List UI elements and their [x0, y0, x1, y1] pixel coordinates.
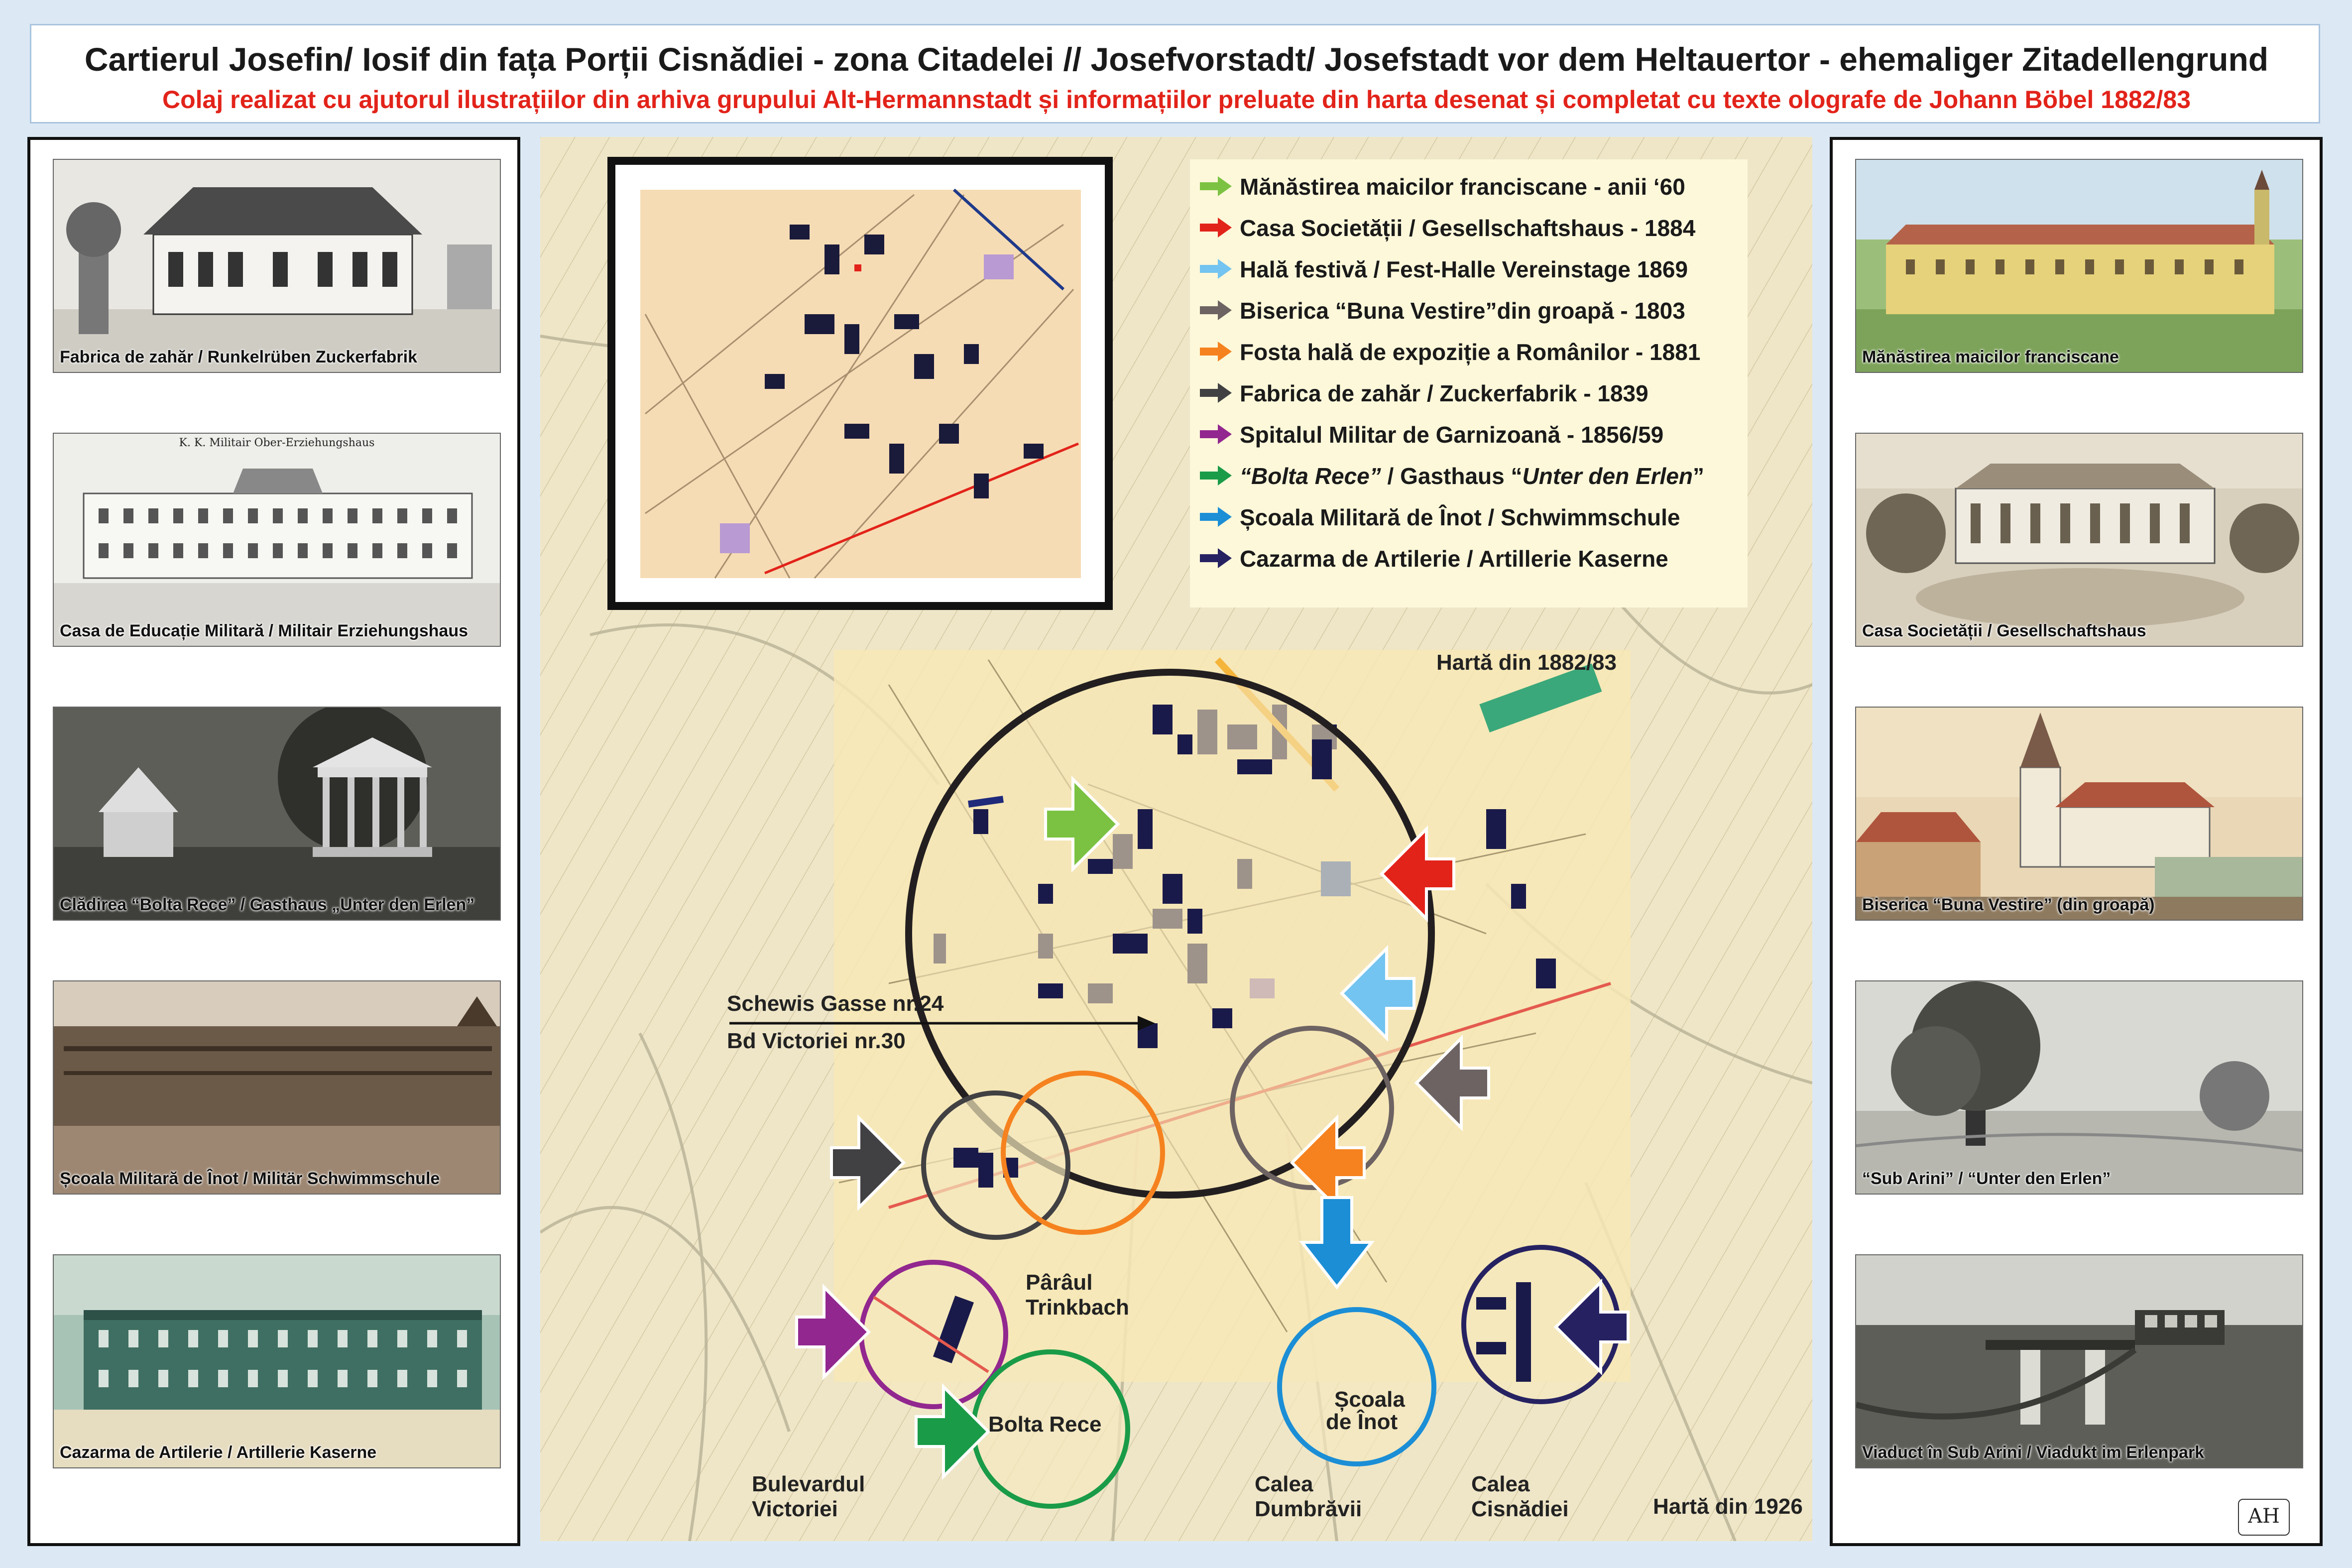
photo-bolta-rece-building — [53, 707, 501, 921]
legend-label: Biserica “Buna Vestire”din groapă - 1803 — [1240, 298, 1685, 324]
legend-label-end: ” — [1693, 463, 1705, 489]
caption: “Sub Arini” / “Unter den Erlen” — [1862, 1169, 2111, 1188]
legend-label: Spitalul Militar de Garnizoană - 1856/59 — [1240, 422, 1664, 448]
legend-label-mid: / Gasthaus “ — [1381, 463, 1523, 489]
photo-sugar-factory — [53, 159, 501, 373]
caption: Casa de Educație Militară / Militair Erziehungshaus — [60, 621, 469, 640]
photo-buna-vestire-church — [1855, 707, 2303, 921]
page-title: Cartierul Josefin/ Iosif din fața Porții Cisnădiei - zona Citadelei // Josefvorstadt/ Josefstadt vor dem Heltauertor - ehemaliger Zitadellengrund — [84, 41, 2269, 78]
arrow-icon — [1200, 383, 1232, 403]
photo-viaduct-sub-arini — [1855, 1254, 2303, 1468]
legend-label-italic-2: Unter den Erlen — [1522, 463, 1693, 489]
photo-franciscan-monastery — [1855, 159, 2303, 373]
map-label-dumbravii-2: Dumbrăvii — [1255, 1497, 1362, 1521]
legend-label: Hală festivă / Fest-Halle Vereinstage 1869 — [1240, 256, 1688, 282]
caption: Școala Militară de Înot / Militär Schwimmschule — [60, 1169, 440, 1188]
caption: Fabrica de zahăr / Runkelrüben Zuckerfabrik — [60, 348, 418, 366]
legend-item — [1200, 417, 1748, 452]
legend-item — [1200, 211, 1748, 245]
legend-label: Școala Militară de Înot / Schwimmschule — [1240, 504, 1680, 530]
legend-item — [1200, 459, 1748, 493]
map-label-scoala-2: de Înot — [1326, 1410, 1398, 1434]
legend-item — [1200, 335, 1748, 369]
map-label-dumbravii-1: Calea — [1255, 1472, 1313, 1496]
photo-sub-arini-park — [1855, 980, 2303, 1195]
map-label-address-2: Bd Victoriei nr.30 — [727, 1029, 906, 1053]
photo-artillery-barracks — [53, 1254, 501, 1468]
legend-label: Casa Societății / Gesellschaftshaus - 1884 — [1240, 215, 1696, 241]
legend-item — [1200, 293, 1748, 328]
caption: Mănăstirea maicilor franciscane — [1862, 348, 2119, 366]
legend-label-italic: “Bolta Rece” — [1240, 463, 1381, 489]
map-label-1926: Hartă din 1926 — [1653, 1494, 1803, 1519]
arrow-icon — [1200, 218, 1232, 238]
legend-label: Mănăstirea maicilor franciscane - anii ‘60 — [1240, 174, 1685, 200]
arrow-icon — [1200, 548, 1232, 568]
arrow-icon — [1200, 424, 1232, 444]
legend-label: Fabrica de zahăr / Zuckerfabrik - 1839 — [1240, 380, 1648, 406]
map-label-1882: Hartă din 1882/83 — [1436, 650, 1617, 675]
legend-item — [1200, 376, 1748, 411]
arrow-icon — [1200, 300, 1232, 320]
caption: Biserica “Buna Vestire” (din groapă) — [1862, 895, 2155, 914]
photo-military-swimming-school — [53, 980, 501, 1195]
caption: Clădirea “Bolta Rece” / Gasthaus „Unter den Erlen” — [60, 895, 475, 914]
photo-military-education-house — [53, 433, 501, 647]
legend-item — [1200, 541, 1748, 576]
arrow-icon — [1200, 176, 1232, 196]
legend-item — [1200, 169, 1748, 204]
legend-label: Cazarma de Artilerie / Artillerie Kaserne — [1240, 546, 1668, 572]
map-label-cisnadiei-1: Calea — [1471, 1472, 1530, 1496]
map-label-address-1: Schewis Gasse nr.24 — [727, 991, 944, 1016]
caption: Cazarma de Artilerie / Artillerie Kaserne — [60, 1443, 377, 1462]
arrow-icon — [1200, 507, 1232, 527]
map-label-cisnadiei-2: Cisnădiei — [1471, 1497, 1569, 1521]
right-photo-panel — [1830, 137, 2323, 1546]
map-label-stream-1: Pârâul — [1026, 1270, 1093, 1295]
inset-map-detail — [607, 157, 1113, 610]
map-label-scoala-1: Școala — [1334, 1387, 1405, 1412]
left-photo-panel — [27, 137, 520, 1546]
legend-item — [1200, 500, 1748, 535]
arrow-icon — [1200, 466, 1232, 485]
map-label-stream-2: Trinkbach — [1026, 1295, 1129, 1320]
inset-title: K. K. Militair Ober-Erziehungshaus — [179, 437, 375, 449]
photo-society-house — [1855, 433, 2303, 647]
alt-hermannstadt-logo: AH — [2238, 1499, 2290, 1536]
page-subtitle: Colaj realizat cu ajutorul ilustrațiilor din arhiva grupului Alt-Hermannstadt și informațiilor preluate din harta desenat și completat cu texte olografe de Johann Böbel 1882/83 — [162, 86, 2191, 114]
legend-label — [1240, 463, 1704, 489]
caption: Viaduct în Sub Arini / Viadukt im Erlenpark — [1862, 1443, 2205, 1462]
legend-label: Fosta hală de expoziție a Românilor - 1881 — [1240, 339, 1701, 365]
map-label-bolta-rece: Bolta Rece — [988, 1412, 1102, 1437]
legend-item — [1200, 252, 1748, 287]
map-legend — [1190, 159, 1748, 607]
map-label-bulevard-2: Victoriei — [752, 1497, 838, 1521]
arrow-icon — [1200, 259, 1232, 279]
map-label-bulevard-1: Bulevardul — [752, 1472, 865, 1496]
header-banner — [30, 24, 2320, 123]
arrow-icon — [1200, 342, 1232, 362]
caption: Casa Societății / Gesellschaftshaus — [1862, 621, 2146, 640]
